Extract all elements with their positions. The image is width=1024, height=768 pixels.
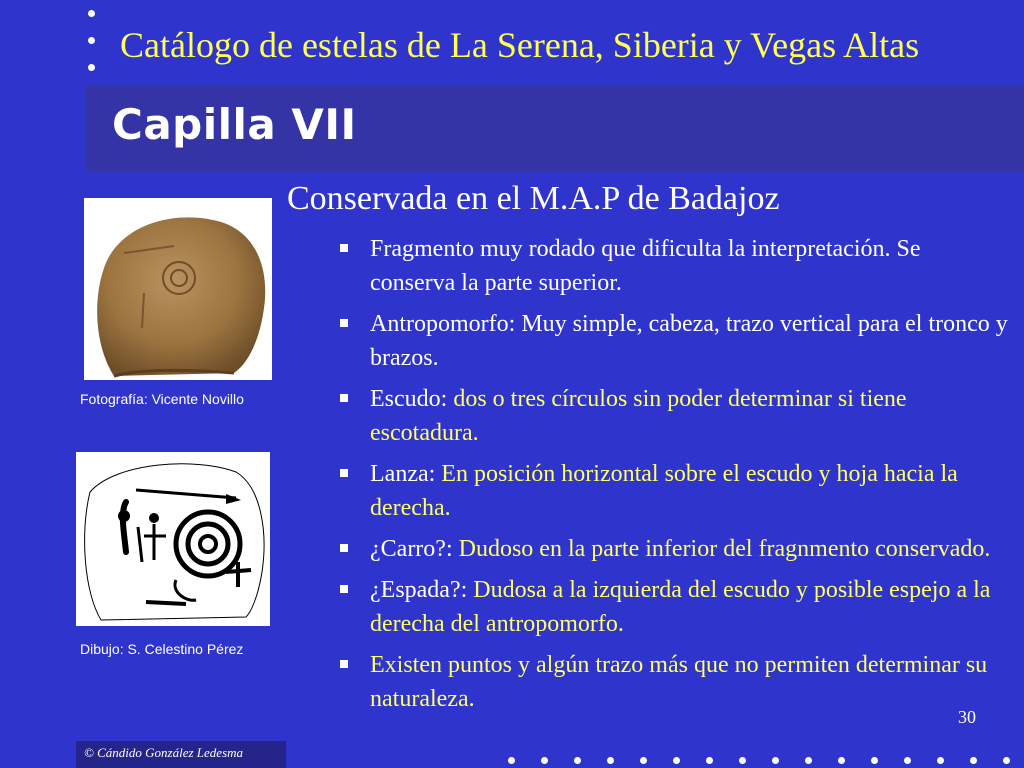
bullet-detail: Existen puntos y algún trazo más que no permiten determinar su naturaleza. [370, 652, 988, 712]
bullet-label: Escudo: [370, 386, 448, 412]
page-number: 30 [958, 707, 976, 727]
dot-icon [88, 10, 95, 17]
dot-icon [772, 757, 779, 764]
bullet-label: Fragmento muy rodado que dificulta la interpretación. Se conserva la parte superior. [370, 236, 921, 296]
list-item [338, 573, 1008, 641]
dot-icon [706, 757, 713, 764]
square-bullet-icon [340, 660, 348, 668]
dot-icon [805, 757, 812, 764]
slide-subtitle: Catálogo de estelas de La Serena, Siberia y Vegas Altas [120, 25, 920, 65]
dot-icon [640, 757, 647, 764]
dot-icon [739, 757, 746, 764]
dot-icon [1003, 757, 1010, 764]
bullet-detail: En posición horizontal sobre el escudo y hoja hacia la derecha. [370, 461, 958, 521]
dot-icon [673, 757, 680, 764]
bullet-label: ¿Carro?: [370, 536, 453, 562]
stele-drawing-image [76, 452, 270, 626]
photo-caption: Fotografía: Vicente Novillo [80, 391, 244, 407]
square-bullet-icon [340, 544, 348, 552]
bullet-list [338, 232, 1008, 723]
dot-icon [871, 757, 878, 764]
list-item [338, 232, 1008, 300]
bullet-label: Lanza: [370, 461, 436, 487]
bullet-label: ¿Espada?: [370, 577, 468, 603]
dot-icon [607, 757, 614, 764]
drawing-caption: Dibujo: S. Celestino Pérez [80, 641, 244, 657]
dot-icon [970, 757, 977, 764]
bullet-detail: dos o tres círculos sin poder determinar si tiene escotadura. [370, 386, 907, 446]
stele-photo-image [84, 198, 272, 380]
list-item [338, 457, 1008, 525]
dot-icon [88, 64, 95, 71]
square-bullet-icon [340, 469, 348, 477]
square-bullet-icon [340, 585, 348, 593]
bullet-detail: Dudosa a la izquierda del escudo y posible espejo a la derecha del antropomorfo. [370, 577, 991, 637]
dot-icon [574, 757, 581, 764]
copyright-text: © Cándido González Ledesma [84, 745, 244, 760]
left-dot-column [88, 10, 98, 91]
stele-photo [84, 198, 272, 380]
list-item [338, 382, 1008, 450]
list-item [338, 648, 1008, 716]
dot-icon [88, 37, 95, 44]
dot-icon [508, 757, 515, 764]
dot-icon [904, 757, 911, 764]
section-heading: Conservada en el M.A.P de Badajoz [287, 180, 780, 217]
dot-icon [937, 757, 944, 764]
square-bullet-icon [340, 394, 348, 402]
bullet-label: Antropomorfo: Muy simple, cabeza, trazo vertical para el tronco y brazos. [370, 311, 1008, 371]
stele-drawing [76, 452, 270, 626]
dot-icon [541, 757, 548, 764]
list-item [338, 532, 1008, 566]
square-bullet-icon [340, 319, 348, 327]
list-item [338, 307, 1008, 375]
dot-icon [838, 757, 845, 764]
square-bullet-icon [340, 244, 348, 252]
bullet-detail: Dudoso en la parte inferior del fragnmento conservado. [452, 536, 991, 562]
slide-title: Capilla VII [112, 100, 357, 149]
